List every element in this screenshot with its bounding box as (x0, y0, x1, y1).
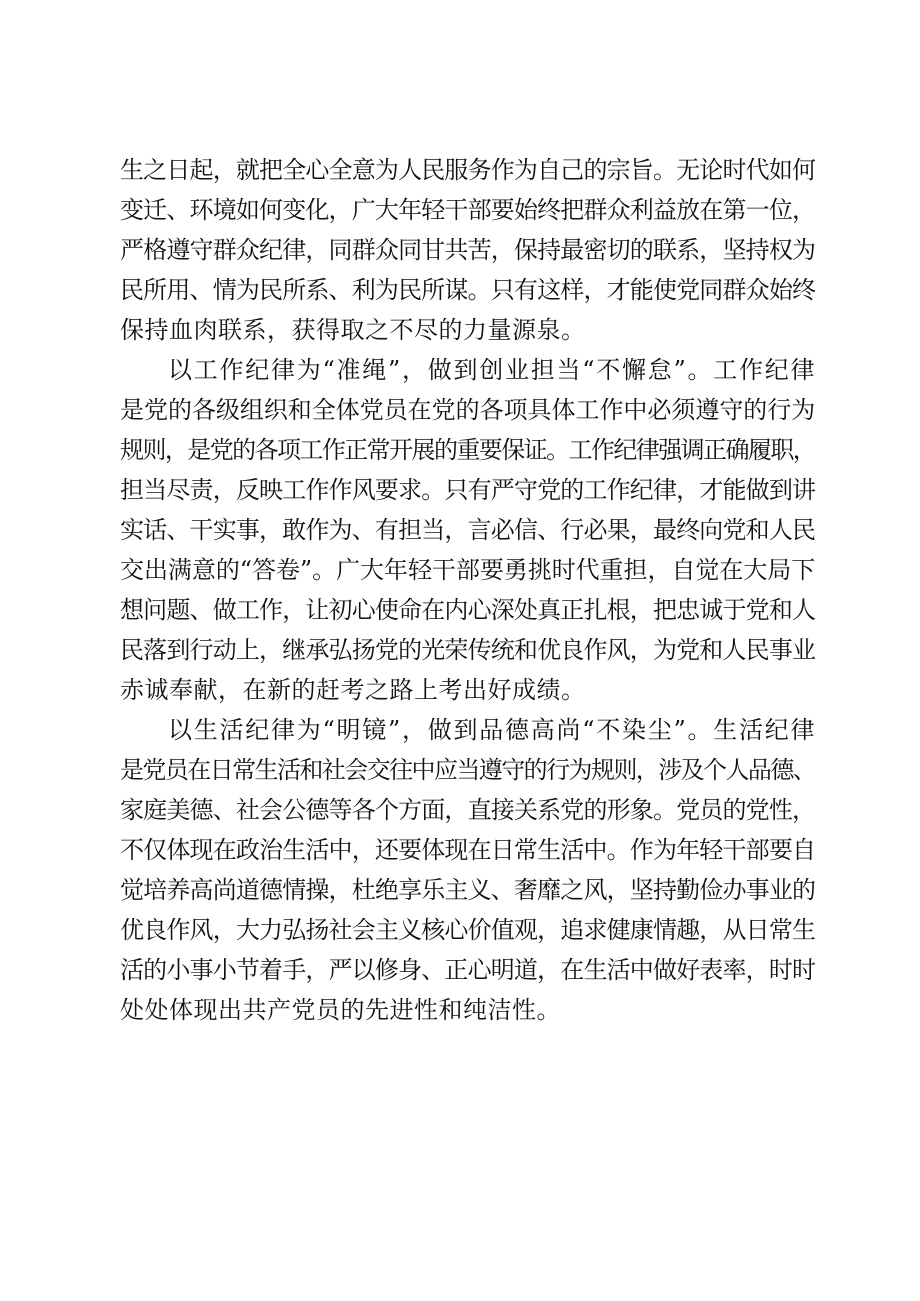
text-line: 民落到行动上，继承弘扬党的光荣传统和优良作风，为党和人民事业 (120, 636, 815, 664)
text-line: 生之日起，就把全心全意为人民服务作为自己的宗旨。无论时代如何 (120, 156, 815, 184)
text-line: 保持血肉联系，获得取之不尽的力量源泉。 (120, 316, 586, 344)
text-line: 严格遵守群众纪律，同群众同甘共苦，保持最密切的联系，坚持权为 (120, 236, 815, 264)
text-line: 想问题、做工作，让初心使命在内心深处真正扎根，把忠诚于党和人 (120, 596, 815, 624)
paragraph-work-discipline (120, 350, 815, 710)
text-line: 规则，是党的各项工作正常开展的重要保证。工作纪律强调正确履职， (120, 436, 815, 464)
text-line: 活的小事小节着手，严以修身、正心明道，在生活中做好表率，时时 (120, 956, 815, 984)
text-line: 实话、干实事，敢作为、有担当，言必信、行必果，最终向党和人民 (120, 516, 815, 544)
text-line: 以工作纪律为“准绳”，做到创业担当“不懈怠”。工作纪律 (168, 356, 815, 384)
text-line: 家庭美德、社会公德等各个方面，直接关系党的形象。党员的党性， (120, 796, 815, 824)
text-line: 民所用、情为民所系、利为民所谋。只有这样，才能使党同群众始终 (120, 276, 815, 304)
text-line: 处处体现出共产党员的先进性和纯洁性。 (120, 996, 561, 1024)
text-line: 担当尽责，反映工作作风要求。只有严守党的工作纪律，才能做到讲 (120, 476, 815, 504)
paragraph-mass-discipline (120, 150, 815, 350)
text-line: 是党员在日常生活和社会交往中应当遵守的行为规则，涉及个人品德、 (120, 756, 815, 784)
document-body (120, 150, 815, 1030)
text-line: 变迁、环境如何变化，广大年轻干部要始终把群众利益放在第一位， (120, 196, 815, 224)
text-line: 赤诚奉献，在新的赶考之路上考出好成绩。 (120, 676, 586, 704)
text-line: 以生活纪律为“明镜”，做到品德高尚“不染尘”。生活纪律 (168, 716, 815, 744)
text-line: 不仅体现在政治生活中，还要体现在日常生活中。作为年轻干部要自 (120, 836, 815, 864)
text-line: 觉培养高尚道德情操，杜绝享乐主义、奢靡之风，坚持勤俭办事业的 (120, 876, 815, 904)
paragraph-life-discipline (120, 710, 815, 1030)
text-line: 优良作风，大力弘扬社会主义核心价值观，追求健康情趣，从日常生 (120, 916, 815, 944)
text-line: 是党的各级组织和全体党员在党的各项具体工作中必须遵守的行为 (120, 396, 815, 424)
text-line: 交出满意的“答卷”。广大年轻干部要勇挑时代重担，自觉在大局下 (120, 556, 815, 584)
